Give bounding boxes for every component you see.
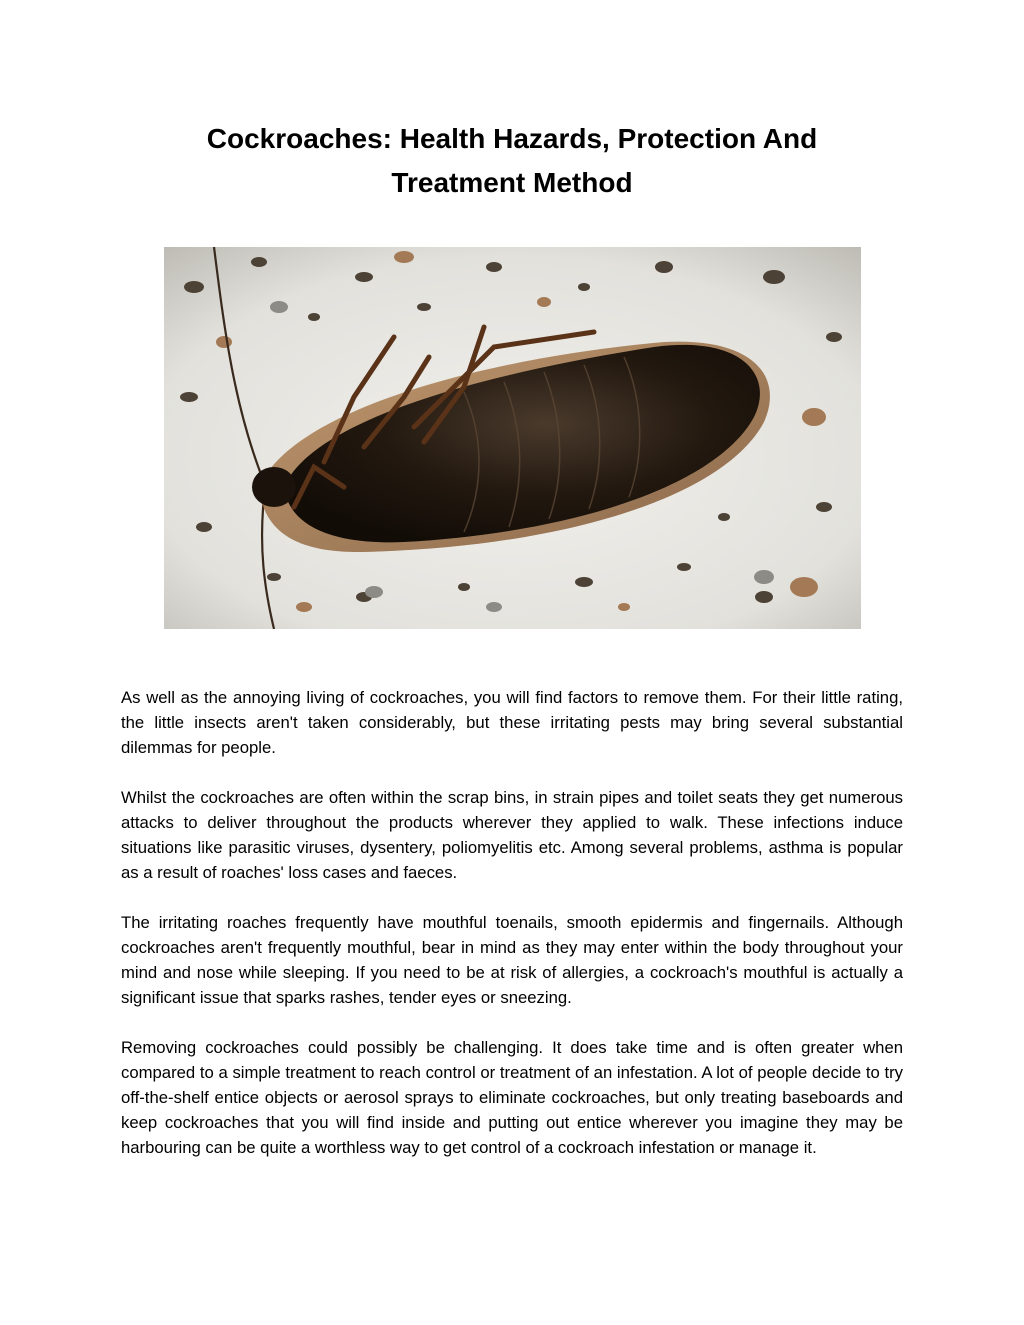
paragraph: The irritating roaches frequently have mouthful toenails, smooth epidermis and fingernails. Although cockroaches aren't frequently mouthful, bear in mind as they may enter within the body throughout your mind and nose while sleeping. If you need to be at risk of allergies, a cockroach's mouthful is actually a significant issue that sparks rashes, tender eyes or sneezing. <box>121 913 903 1007</box>
paragraph: As well as the annoying living of cockroaches, you will find factors to remove them. For their little rating, the little insects aren't taken considerably, but these irritating pests may bring several substantial dilemmas for people. <box>121 688 903 757</box>
paragraph: Whilst the cockroaches are often within the scrap bins, in strain pipes and toilet seats they get numerous attacks to deliver throughout the products wherever they applied to walk. These infections induce situations like parasitic viruses, dysentery, poliomyelitis etc. Among several problems, asthma is popular as a result of roaches' loss cases and faeces. <box>121 788 903 882</box>
article-body <box>121 685 903 1185</box>
page-title: Cockroaches: Health Hazards, Protection And Treatment Method <box>206 123 818 198</box>
paragraph: Removing cockroaches could possibly be challenging. It does take time and is often greater when compared to a simple treatment to reach control or treatment of an infestation. A lot of people decide to try off-the-shelf entice objects or aerosol sprays to eliminate cockroaches, but only treating baseboards and keep cockroaches that you will find inside and putting out entice wherever you imagine they may be harbouring can be quite a worthless way to get control of a cockroach infestation or manage it. <box>121 1038 903 1157</box>
cockroach-photo-illustration <box>164 247 861 629</box>
cockroach-photo <box>164 247 861 629</box>
